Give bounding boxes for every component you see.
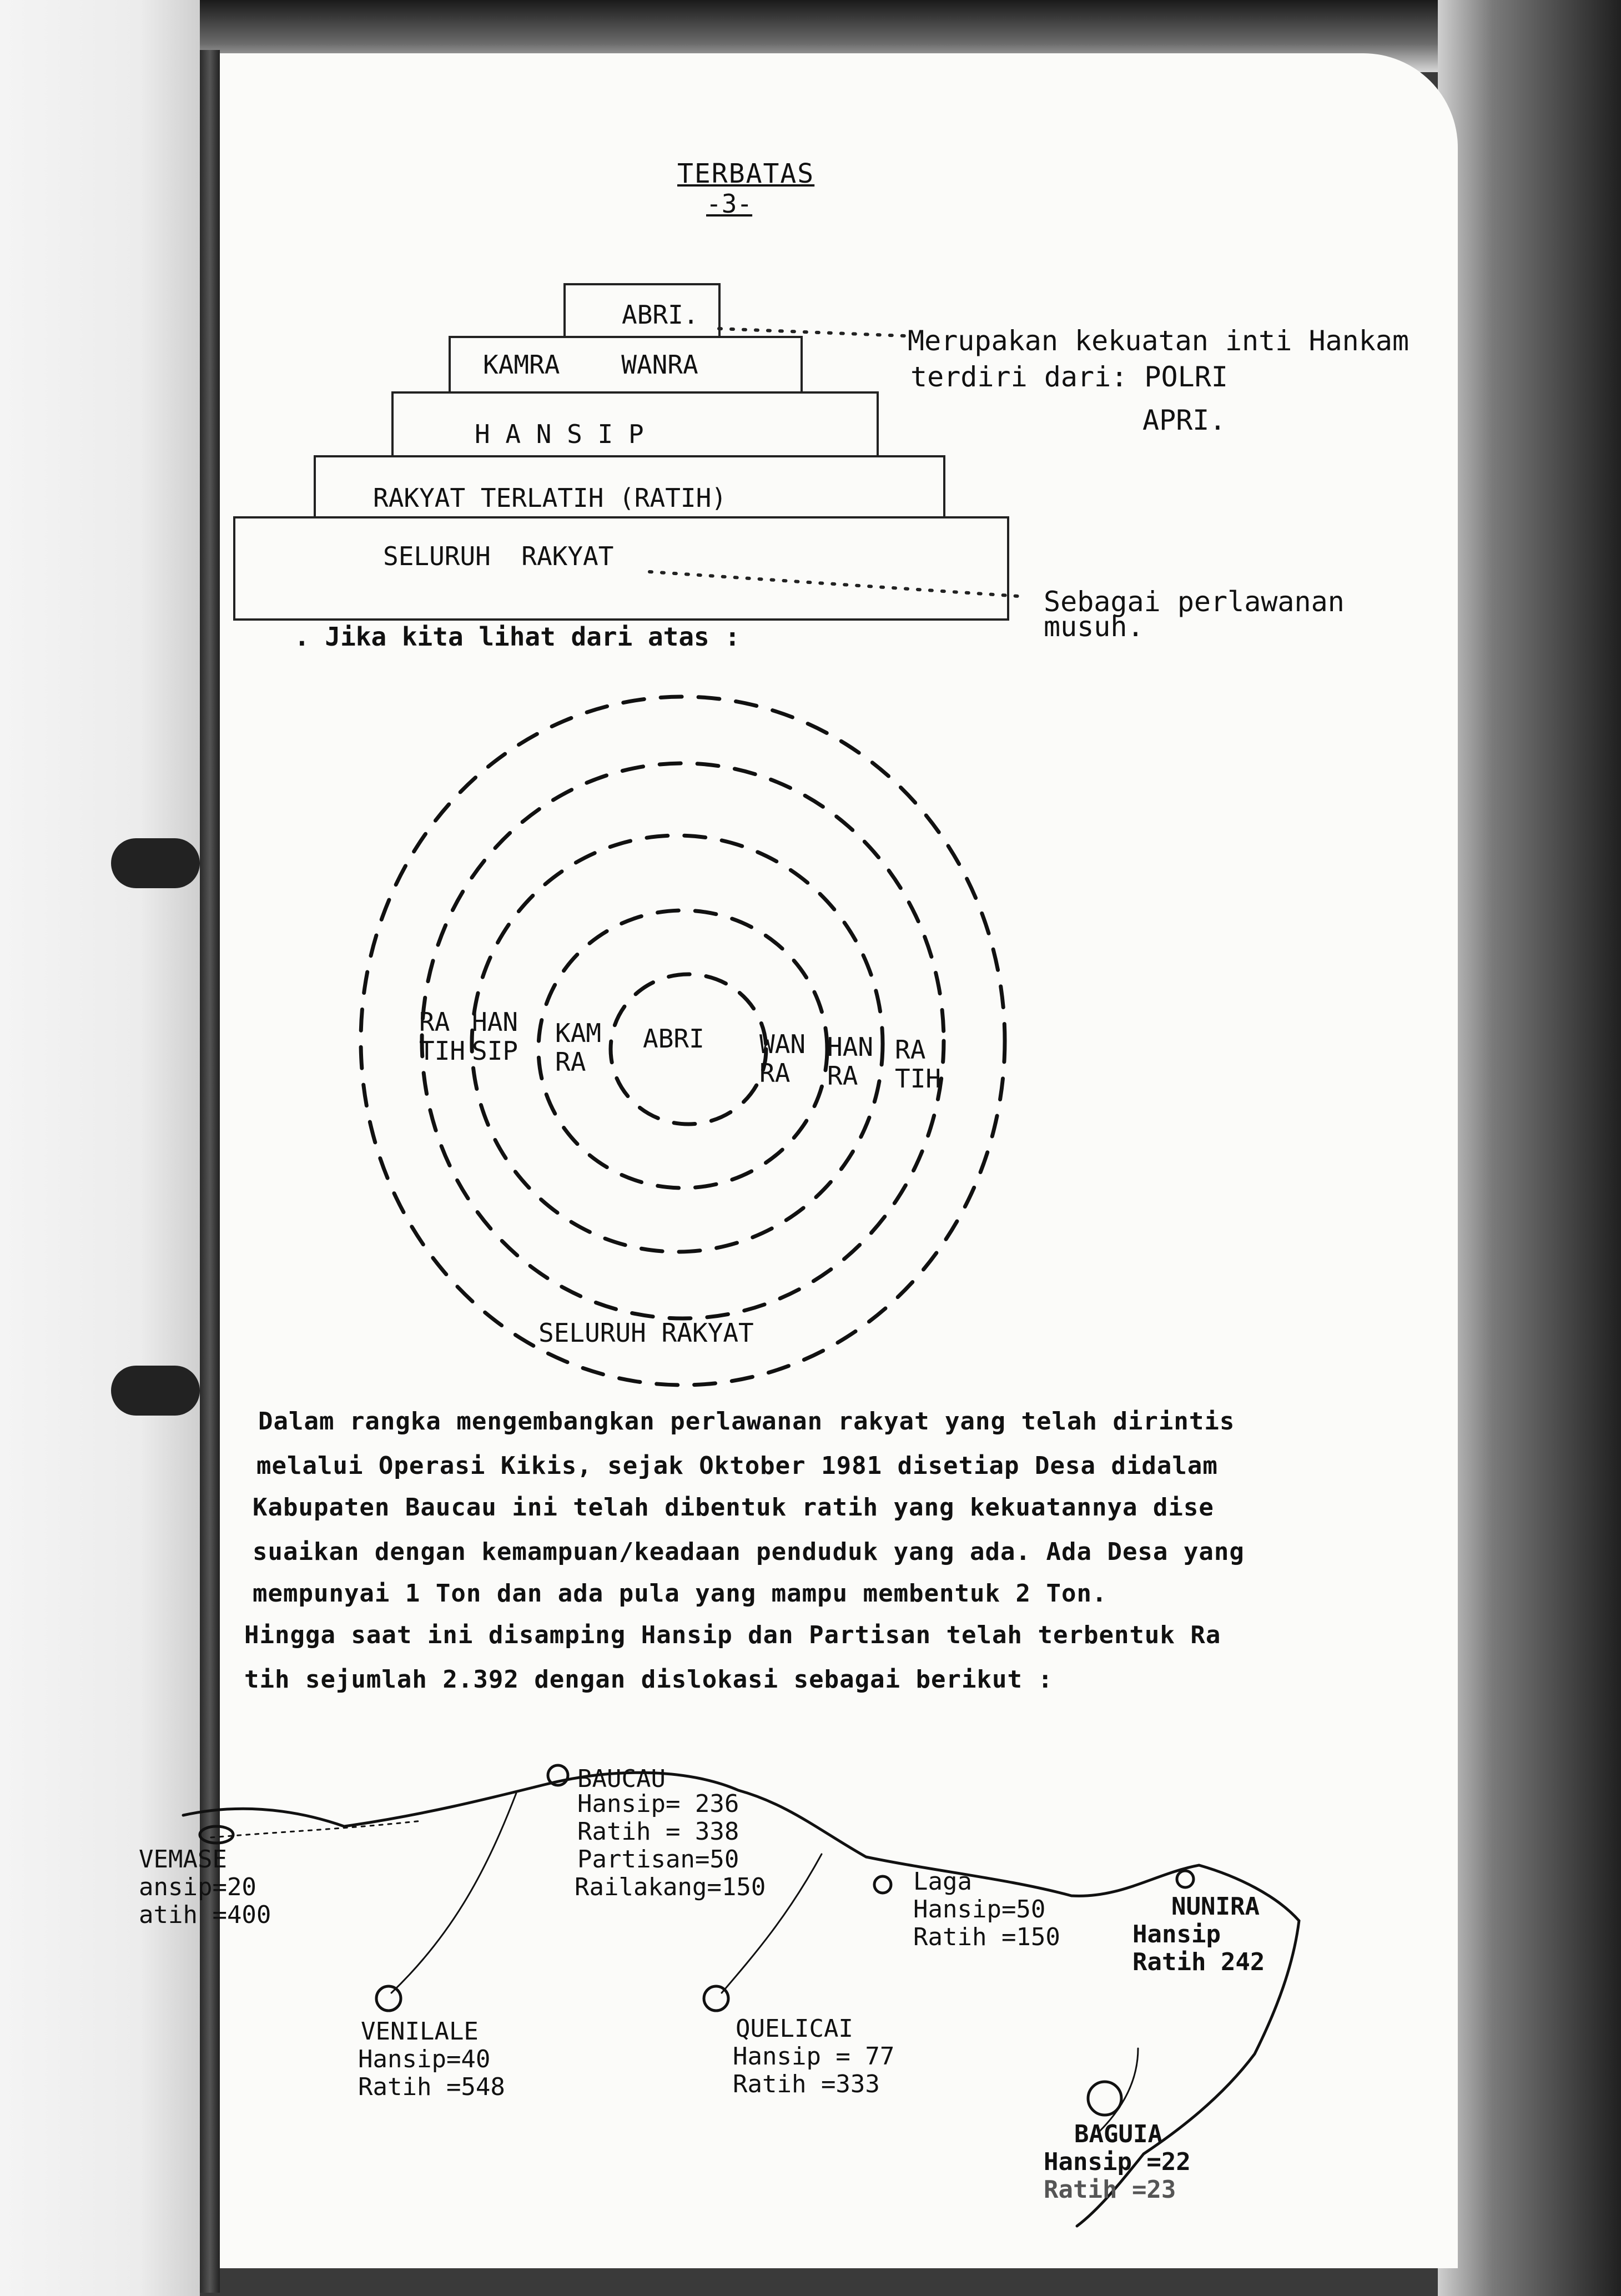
paragraph-line-4: suaikan dengan kemampuan/keadaan penduduk yang ada. Ada Desa yang [253, 1538, 1245, 1566]
ring-label-wanra-right: WAN RA [759, 1029, 806, 1088]
map-location-laga-line: Hansip=50 [913, 1895, 1046, 1924]
classification-title: TERBATAS [677, 158, 815, 189]
map-location-vemase-line: atih =400 [139, 1901, 271, 1929]
ring-label-hanra-right: HAN RA [827, 1032, 874, 1091]
town-marker-venilale [376, 1986, 401, 2011]
view-from-above-caption: . Jika kita lihat dari atas : [294, 622, 741, 652]
paragraph-line-5: mempunyai 1 Ton dan ada pula yang mampu membentuk 2 Ton. [253, 1579, 1107, 1608]
note-apri: APRI. [1142, 404, 1226, 436]
map-location-nunira-line: Hansip [1132, 1920, 1221, 1948]
pyramid-label-hansip: H A N S I P [475, 419, 644, 449]
ring-label-kamra-left: KAM RA [555, 1018, 602, 1077]
page-number: -3- [706, 189, 753, 219]
town-marker-baguia [1088, 2082, 1121, 2115]
paragraph-line-6: Hingga saat ini disamping Hansip dan Partisan telah terbentuk Ra [244, 1621, 1221, 1649]
map-location-baucau-line: Partisan=50 [577, 1845, 739, 1874]
map-location-baucau-line: Hansip= 236 [577, 1790, 739, 1818]
map-location-laga-line: Ratih =150 [913, 1923, 1060, 1951]
map-location-baucau-line: Ratih = 338 [577, 1817, 739, 1846]
map-location-venilale-line: Ratih =548 [358, 2073, 505, 2101]
map-location-quelicai-name: QUELICAI [736, 2015, 853, 2043]
ring-label-seluruh-rakyat: SELURUH RAKYAT [538, 1318, 754, 1348]
town-marker-vemase [200, 1826, 233, 1843]
pyramid-label-seluruh-rakyat: SELURUH RAKYAT [383, 541, 614, 571]
pyramid-label-kamra-wanra: KAMRA WANRA [483, 350, 698, 380]
town-marker-quelicai [704, 1986, 728, 2011]
map-location-baguia-name: BAGUIA [1074, 2120, 1162, 2148]
note-core-strength: Merupakan kekuatan inti Hankam [908, 325, 1409, 357]
paragraph-line-1: Dalam rangka mengembangkan perlawanan rakyat yang telah dirintis [258, 1407, 1235, 1436]
map-location-laga-name: Laga [913, 1867, 972, 1896]
paragraph-line-3: Kabupaten Baucau ini telah dibentuk ratih yang kekuatannya dise [253, 1493, 1214, 1522]
note-resistance: Sebagai perlawanan [1044, 586, 1345, 618]
map-location-vemase-line: ansip=20 [139, 1873, 256, 1901]
map-location-quelicai-line: Ratih =333 [733, 2070, 880, 2098]
map-location-venilale-line: Hansip=40 [358, 2045, 491, 2073]
town-marker-laga [874, 1876, 891, 1893]
paragraph-line-2: melalui Operasi Kikis, sejak Oktober 1981 disetiap Desa didalam [256, 1452, 1218, 1480]
map-location-quelicai-line: Hansip = 77 [733, 2042, 895, 2071]
pyramid-label-ratih: RAKYAT TERLATIH (RATIH) [373, 483, 727, 513]
note-consists-of: terdiri dari: POLRI [910, 361, 1228, 393]
map-location-baguia-line: Ratih =23 [1044, 2176, 1176, 2204]
ring-label-ratih-right: RA TIH [895, 1035, 942, 1094]
ring-label-hansip-left: HAN SIP [472, 1007, 518, 1066]
map-location-vemase-name: VEMASE [139, 1845, 227, 1874]
map-location-baguia-line: Hansip =22 [1044, 2148, 1191, 2176]
ring-label-abri: ABRI [643, 1024, 704, 1054]
town-marker-nunira [1177, 1871, 1194, 1887]
map-location-nunira-name: NUNIRA [1171, 1892, 1260, 1921]
map-location-venilale-name: VENILALE [361, 2017, 479, 2046]
ring-label-ratih-left: RA TIH [419, 1007, 466, 1066]
pyramid-label-abri: ABRI. [622, 300, 699, 330]
map-location-baucau-name: BAUCAU [577, 1765, 666, 1793]
map-location-baucau-line: Railakang=150 [575, 1873, 766, 1901]
note-enemy: musuh. [1044, 611, 1144, 643]
road-baucau-venilale [391, 1793, 516, 1993]
map-location-nunira-line: Ratih 242 [1132, 1948, 1265, 1976]
paragraph-line-7: tih sejumlah 2.392 dengan dislokasi sebagai berikut : [244, 1665, 1053, 1694]
